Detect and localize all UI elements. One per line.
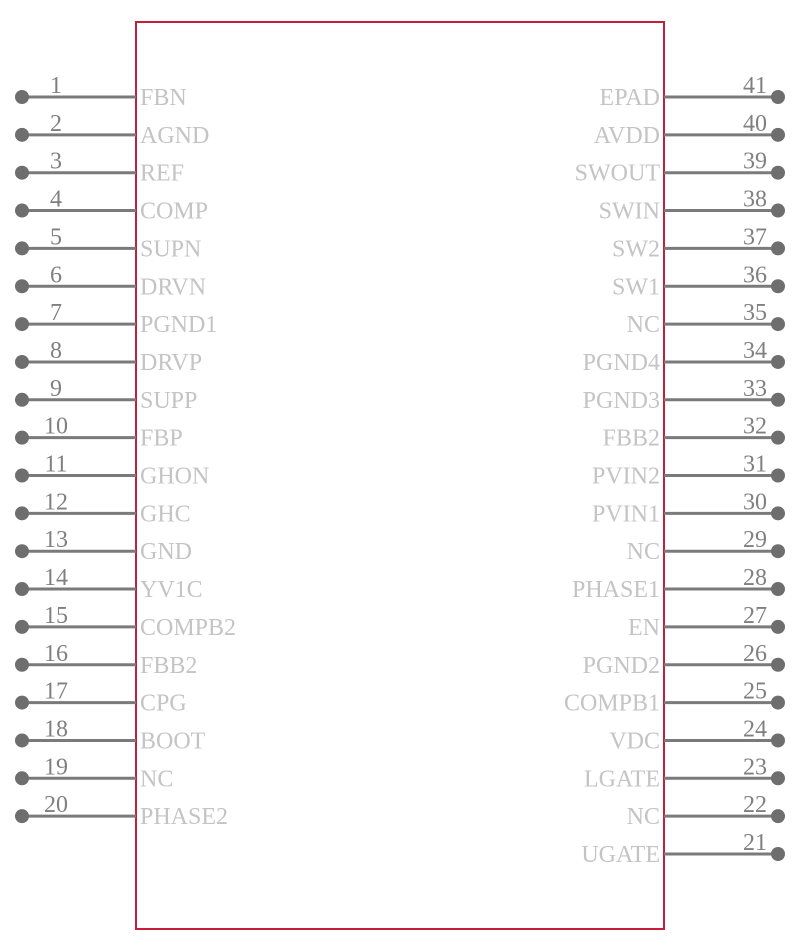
pin-name: REF — [140, 160, 185, 187]
pin-name: EPAD — [599, 85, 660, 111]
pin-name: PHASE2 — [140, 804, 229, 831]
pin-24 — [609, 716, 785, 754]
pin-19 — [15, 754, 173, 792]
pin-endpoint-dot — [15, 809, 29, 823]
pin-number: 7 — [50, 300, 62, 327]
pin-name: SUPP — [140, 387, 198, 414]
pin-number: 36 — [743, 262, 767, 289]
pin-endpoint-dot — [771, 582, 785, 596]
pin-number: 9 — [50, 375, 62, 402]
pin-name: LGATE — [584, 766, 660, 793]
pin-1 — [15, 73, 187, 111]
pin-endpoint-dot — [15, 469, 29, 483]
pin-endpoint-dot — [771, 658, 785, 672]
pin-28 — [572, 565, 785, 603]
pin-endpoint-dot — [771, 771, 785, 785]
pin-27 — [628, 603, 785, 641]
pin-endpoint-dot — [771, 317, 785, 331]
pin-3 — [15, 149, 184, 187]
pin-number: 37 — [743, 224, 767, 251]
pin-endpoint-dot — [771, 544, 785, 558]
pin-endpoint-dot — [15, 506, 29, 520]
pin-name: GHC — [140, 501, 191, 528]
pin-number: 26 — [743, 640, 767, 667]
pin-30 — [592, 489, 785, 527]
pin-endpoint-dot — [771, 393, 785, 407]
pin-name: SUPN — [140, 236, 202, 263]
pin-number: 14 — [44, 565, 68, 592]
pin-number: 15 — [44, 602, 68, 629]
pin-name: GHON — [140, 463, 210, 490]
pin-endpoint-dot — [15, 733, 29, 747]
pin-8 — [15, 338, 202, 376]
pin-15 — [15, 603, 236, 641]
pin-endpoint-dot — [771, 90, 785, 104]
pin-number: 2 — [50, 110, 62, 137]
pin-22 — [627, 792, 785, 830]
pin-endpoint-dot — [771, 733, 785, 747]
pin-32 — [603, 414, 785, 452]
pin-endpoint-dot — [771, 204, 785, 218]
pin-endpoint-dot — [771, 241, 785, 255]
pin-endpoint-dot — [771, 166, 785, 180]
pin-endpoint-dot — [15, 582, 29, 596]
pin-endpoint-dot — [15, 279, 29, 293]
pin-endpoint-dot — [15, 431, 29, 445]
pin-endpoint-dot — [15, 658, 29, 672]
pin-number: 31 — [743, 451, 767, 478]
pin-number: 32 — [743, 413, 767, 440]
pin-name: PGND3 — [582, 387, 660, 414]
pin-39 — [575, 149, 785, 187]
pin-number: 11 — [44, 451, 68, 478]
pin-29 — [627, 527, 785, 565]
pin-35 — [627, 300, 785, 338]
pin-name: BOOT — [140, 728, 206, 755]
pin-number: 24 — [743, 716, 767, 743]
pin-number: 6 — [50, 262, 62, 289]
pin-name: FBB2 — [602, 425, 660, 452]
pin-name: FBN — [140, 85, 187, 111]
pin-7 — [15, 300, 217, 338]
pin-23 — [584, 754, 785, 792]
pin-name: COMP — [140, 198, 209, 225]
pin-endpoint-dot — [15, 544, 29, 558]
pin-number: 21 — [743, 830, 767, 856]
pin-name: AVDD — [593, 122, 660, 149]
left-pin-group — [15, 73, 236, 830]
pin-number: 13 — [44, 527, 68, 554]
pin-number: 30 — [743, 489, 767, 516]
pin-number: 4 — [50, 186, 62, 213]
pin-endpoint-dot — [771, 696, 785, 710]
pin-endpoint-dot — [15, 696, 29, 710]
pin-endpoint-dot — [771, 620, 785, 634]
pin-name: SWIN — [598, 198, 660, 225]
ic-body-outline — [136, 22, 664, 929]
pin-name: GND — [140, 539, 192, 566]
pin-number: 18 — [44, 716, 68, 743]
pin-number: 8 — [50, 337, 62, 364]
pin-name: VDC — [609, 728, 660, 755]
pin-number: 25 — [743, 678, 767, 705]
pin-number: 33 — [743, 375, 767, 402]
pin-number: 39 — [743, 148, 767, 175]
pin-endpoint-dot — [15, 128, 29, 142]
pin-number: 10 — [44, 413, 68, 440]
pin-name: DRVN — [140, 274, 207, 301]
pin-40 — [594, 111, 785, 149]
pin-number: 29 — [743, 527, 767, 554]
pin-name: SWOUT — [574, 160, 660, 187]
pin-name: NC — [626, 312, 660, 339]
pin-16 — [15, 641, 197, 679]
pin-number: 1 — [50, 73, 62, 99]
pin-name: CPG — [140, 690, 187, 717]
pin-endpoint-dot — [771, 431, 785, 445]
pin-41 — [600, 73, 785, 111]
pin-name: PGND2 — [582, 652, 660, 679]
pin-name: NC — [626, 539, 660, 566]
pin-name: PVIN1 — [591, 501, 660, 528]
pin-number: 40 — [743, 110, 767, 137]
pin-17 — [15, 679, 187, 717]
pin-14 — [15, 565, 203, 603]
pin-6 — [15, 262, 206, 300]
pin-name: COMPB2 — [140, 614, 237, 641]
pin-name: UGATE — [581, 842, 660, 868]
pin-endpoint-dot — [771, 847, 785, 861]
pin-9 — [15, 376, 197, 414]
pin-name: PVIN2 — [591, 463, 660, 490]
pin-endpoint-dot — [771, 469, 785, 483]
pin-name: FBP — [140, 425, 183, 452]
pin-endpoint-dot — [771, 355, 785, 369]
pin-number: 5 — [50, 224, 62, 251]
pin-number: 17 — [44, 678, 68, 705]
pin-endpoint-dot — [771, 809, 785, 823]
pin-12 — [15, 489, 191, 527]
pin-endpoint-dot — [15, 90, 29, 104]
pin-name: SW2 — [612, 236, 660, 263]
pin-name: YV1C — [140, 577, 203, 604]
pin-endpoint-dot — [15, 166, 29, 180]
pin-20 — [15, 792, 228, 830]
pin-2 — [15, 111, 209, 149]
pin-31 — [592, 452, 785, 490]
pin-name: NC — [626, 804, 660, 831]
pin-number: 27 — [743, 602, 767, 629]
pin-endpoint-dot — [771, 128, 785, 142]
pin-25 — [564, 679, 785, 717]
pin-21 — [581, 830, 785, 868]
pin-4 — [15, 187, 208, 225]
pin-number: 3 — [50, 148, 62, 175]
pin-name: DRVP — [140, 349, 203, 376]
pin-endpoint-dot — [15, 620, 29, 634]
pin-endpoint-dot — [15, 393, 29, 407]
pin-name: COMPB1 — [563, 690, 660, 717]
pin-endpoint-dot — [15, 317, 29, 331]
pin-34 — [583, 338, 785, 376]
pin-number: 34 — [743, 337, 767, 364]
pin-number: 16 — [44, 640, 68, 667]
right-pin-group — [564, 73, 785, 868]
pin-endpoint-dot — [771, 506, 785, 520]
pin-endpoint-dot — [15, 355, 29, 369]
pin-name: SW1 — [612, 274, 660, 301]
pin-name: FBB2 — [140, 652, 198, 679]
pin-18 — [15, 716, 206, 754]
pin-33 — [583, 376, 785, 414]
pin-endpoint-dot — [15, 204, 29, 218]
pin-name: PGND4 — [582, 349, 660, 376]
pin-name: PHASE1 — [571, 577, 660, 604]
pin-endpoint-dot — [771, 279, 785, 293]
pin-36 — [612, 262, 785, 300]
pin-name: AGND — [140, 122, 210, 149]
pin-number: 28 — [743, 565, 767, 592]
pin-endpoint-dot — [15, 771, 29, 785]
pin-endpoint-dot — [15, 241, 29, 255]
pin-37 — [612, 224, 785, 262]
pin-number: 22 — [743, 792, 767, 819]
pin-name: EN — [628, 614, 660, 641]
pin-number: 20 — [44, 792, 68, 819]
pin-name: NC — [140, 766, 174, 793]
pin-number: 38 — [743, 186, 767, 213]
pin-5 — [15, 224, 201, 262]
pin-10 — [15, 414, 183, 452]
pin-13 — [15, 527, 192, 565]
pin-38 — [599, 187, 785, 225]
pin-name: PGND1 — [140, 312, 218, 339]
pin-number: 41 — [743, 73, 767, 99]
pin-11 — [15, 452, 209, 490]
pin-number: 23 — [743, 754, 767, 781]
pin-number: 35 — [743, 300, 767, 327]
pin-number: 12 — [44, 489, 68, 516]
pin-number: 19 — [44, 754, 68, 781]
pin-26 — [583, 641, 785, 679]
